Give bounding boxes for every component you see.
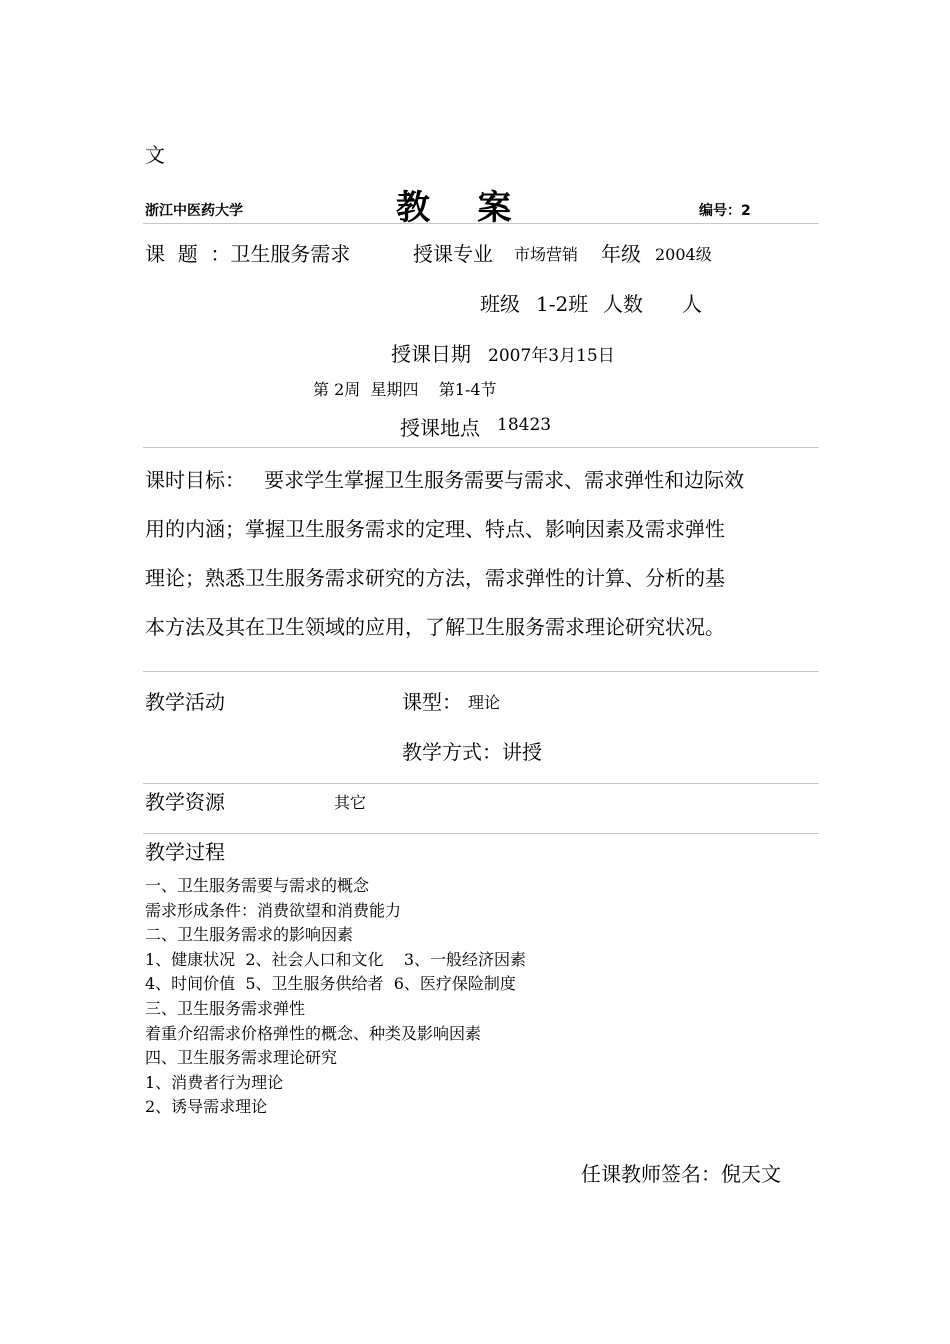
class-value: 1-2班 xyxy=(536,292,589,316)
process-line: 1、消费者行为理论 xyxy=(145,1072,284,1092)
teacher-signature: 任课教师签名：倪天文 xyxy=(581,1162,781,1186)
resources-label: 教学资源 xyxy=(145,790,225,814)
process-line: 4、时间价值 5、卫生服务供给者 6、医疗保险制度 xyxy=(145,974,516,994)
headcount-unit: 人 xyxy=(682,292,702,316)
course-type-value: 理论 xyxy=(468,693,501,712)
major-label: 授课专业 xyxy=(413,242,493,266)
process-line: 四、卫生服务需求理论研究 xyxy=(145,1048,338,1068)
resources-divider xyxy=(143,833,819,834)
objective-line: 理论；熟悉卫生服务需求研究的方法，需求弹性的计算、分析的基 xyxy=(145,566,725,590)
topic-label: 课 题 ：卫生服务需求 xyxy=(145,242,351,266)
process-label: 教学过程 xyxy=(145,840,225,864)
process-line: 1、健康状况 2、社会人口和文化 3、一般经济因素 xyxy=(145,949,527,969)
schedule: 第 2周 星期四 第1-4节 xyxy=(313,380,497,399)
document-title: 教 案 xyxy=(396,188,512,228)
date-value: 2007年3月15日 xyxy=(488,346,615,366)
major-value: 市场营销 xyxy=(514,245,579,264)
process-line: 着重介绍需求价格弹性的概念、种类及影响因素 xyxy=(145,1023,482,1043)
class-label: 班级 xyxy=(480,292,520,316)
process-line: 2、诱导需求理论 xyxy=(145,1097,268,1117)
document-number: 编号：2 xyxy=(699,203,751,219)
teaching-objectives xyxy=(145,456,809,652)
location-label: 授课地点 xyxy=(400,416,480,440)
process-line: 二、卫生服务需求的影响因素 xyxy=(145,925,354,945)
objective-line: 用的内涵；掌握卫生服务需求的定理、特点、影响因素及需求弹性 xyxy=(145,517,725,541)
process-line: 一、卫生服务需要与需求的概念 xyxy=(145,876,370,895)
objectives-divider xyxy=(143,671,819,672)
process-line: 三、卫生服务需求弹性 xyxy=(145,998,306,1018)
course-type-label: 课型： xyxy=(402,690,462,714)
header-divider xyxy=(143,223,819,224)
top-character: 文 xyxy=(145,143,165,167)
teaching-process xyxy=(145,874,526,1120)
activity-label: 教学活动 xyxy=(145,690,225,714)
info-divider xyxy=(143,447,819,448)
teaching-method: 教学方式：讲授 xyxy=(402,740,542,764)
objective-line: 课时目标： 要求学生掌握卫生服务需要与需求、需求弹性和边际效 xyxy=(145,468,745,492)
grade-label: 年级 xyxy=(601,242,641,266)
headcount-label: 人数 xyxy=(603,292,643,316)
activity-divider xyxy=(143,783,819,784)
process-line: 需求形成条件：消费欲望和消费能力 xyxy=(145,900,402,920)
grade-value: 2004级 xyxy=(655,245,712,264)
date-label: 授课日期 xyxy=(391,342,471,366)
location-value: 18423 xyxy=(497,415,552,435)
objective-line: 本方法及其在卫生领域的应用，了解卫生服务需求理论研究状况。 xyxy=(145,615,725,639)
resources-value: 其它 xyxy=(334,793,367,812)
university-name: 浙江中医药大学 xyxy=(145,203,243,219)
